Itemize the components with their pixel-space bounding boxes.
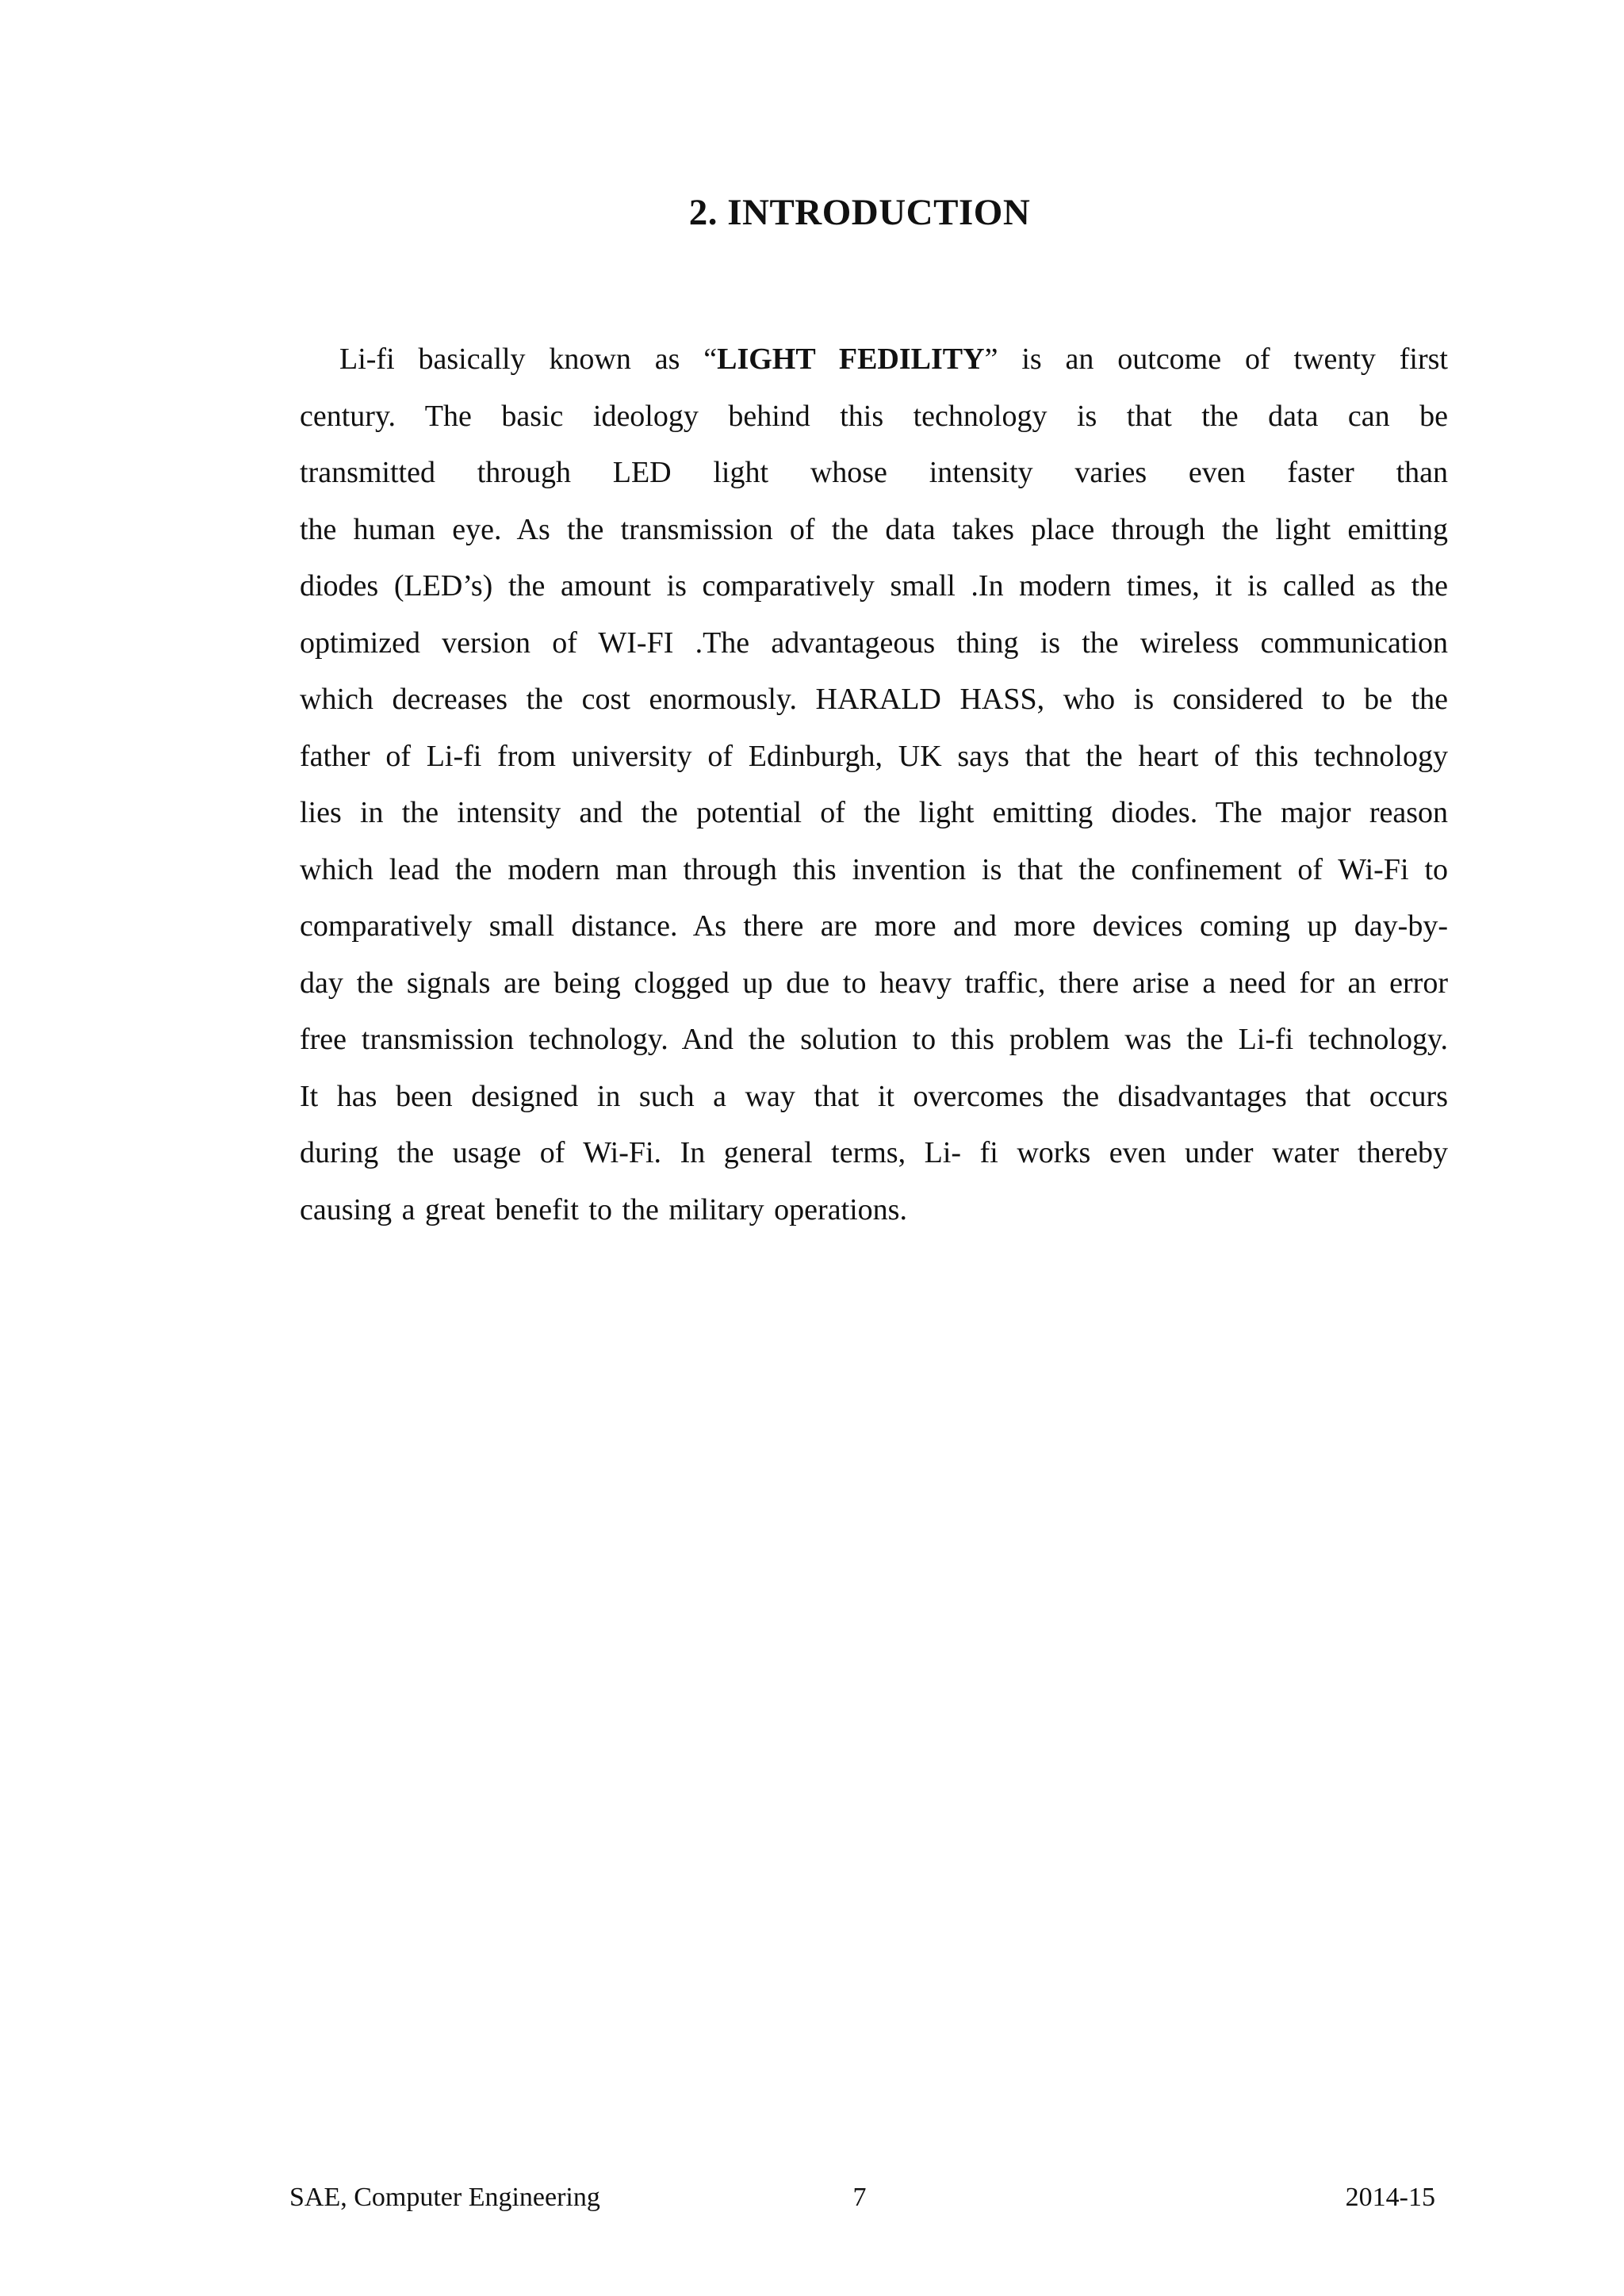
paragraph-line-10: which lead the modern man through this invention is that the confinement of Wi-Fi to — [300, 852, 1448, 886]
paragraph-line-9: lies in the intensity and the potential of the light emitting diodes. The major reason — [300, 796, 1448, 829]
footer-department: SAE, Computer Engineering — [289, 2183, 600, 2212]
section-heading: 2. INTRODUCTION — [688, 192, 1031, 233]
light-fidelity-bold: LIGHT FEDILITY — [717, 342, 985, 376]
introduction-paragraph — [300, 331, 1448, 1238]
paragraph-line-16: causing a great benefit to the military operations. — [300, 1192, 907, 1226]
paragraph-line-8: father of Li-fi from university of Edinburgh, UK says that the heart of this technology — [300, 739, 1448, 773]
paragraph-line-14: It has been designed in such a way that it overcomes the disadvantages that occurs — [300, 1079, 1448, 1113]
paragraph-line-7: which decreases the cost enormously. HARALD HASS, who is considered to be the — [300, 683, 1448, 716]
paragraph-line-5: diodes (LED’s) the amount is comparatively small .In modern times, it is called as the — [300, 569, 1448, 603]
paragraph-line-4: the human eye. As the transmission of the data takes place through the light emitting — [300, 512, 1448, 546]
paragraph-line-3: transmitted through LED light whose intensity varies even faster than — [300, 456, 1448, 489]
paragraph-line-13: free transmission technology. And the solution to this problem was the Li-fi technology. — [300, 1023, 1448, 1056]
paragraph-line-11: comparatively small distance. As there are more and more devices coming up day-by- — [300, 909, 1448, 943]
line-1-start: Li-fi basically known as “ — [339, 342, 718, 376]
paragraph-line-1 — [300, 331, 1448, 388]
paragraph-line-12: day the signals are being clogged up due to heavy traffic, there arise a need for an error — [300, 966, 1448, 1000]
paragraph-line-6: optimized version of WI-FI .The advantageous thing is the wireless communication — [300, 626, 1448, 660]
paragraph-line-2: century. The basic ideology behind this technology is that the data can be — [300, 399, 1448, 433]
paragraph-line-15: during the usage of Wi-Fi. In general terms, Li- fi works even under water thereby — [300, 1136, 1448, 1169]
footer-page-number: 7 — [852, 2183, 867, 2212]
footer-year: 2014-15 — [1345, 2183, 1435, 2212]
line-1-end: ” is an outcome of twenty first — [984, 342, 1448, 376]
